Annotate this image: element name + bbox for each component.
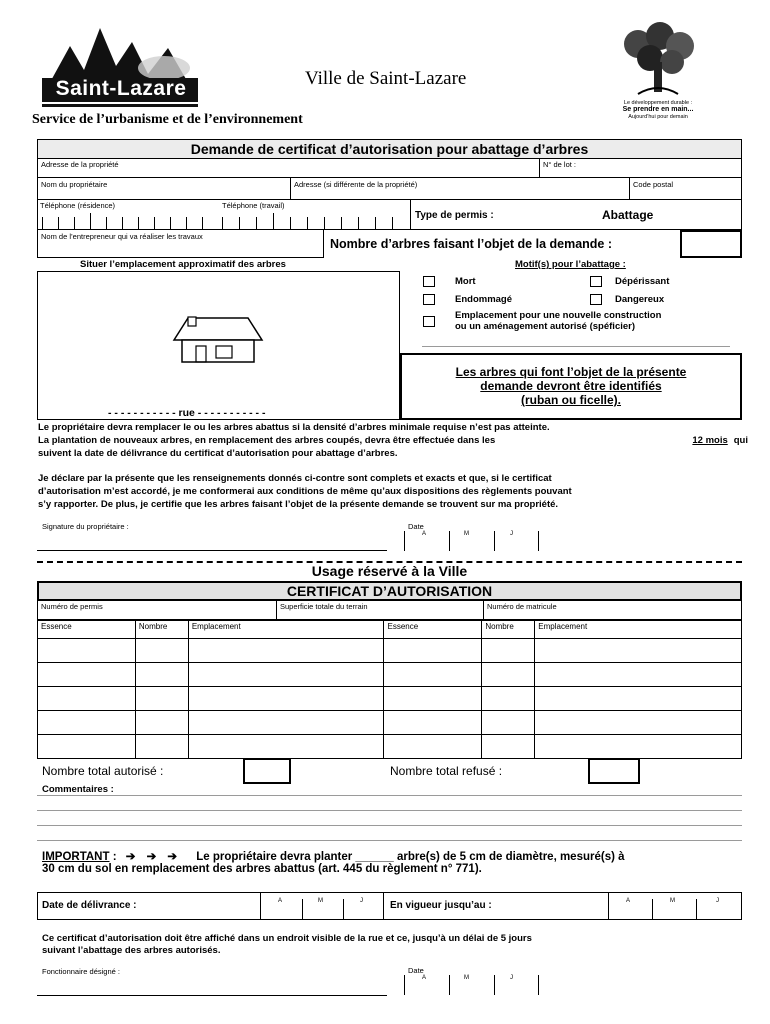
owner-name-label: Nom du propriétaire [41, 180, 108, 189]
permit-number-label: Numéro de permis [41, 602, 103, 611]
col-essence-right: Essence [384, 621, 482, 639]
property-address-label: Adresse de la propriété [41, 160, 119, 169]
locate-label: Situer l’emplacement approximatif des arbres [80, 259, 286, 270]
replacement-rule-line2 [38, 435, 748, 446]
checkbox-dead[interactable] [423, 276, 435, 287]
issue-date-label: Date de délivrance : [42, 900, 137, 911]
col-essence-left: Essence [38, 621, 136, 639]
table-row[interactable] [38, 735, 742, 759]
officer-date-j: J [510, 975, 513, 981]
reserved-label: Usage réservé à la Ville [311, 563, 468, 579]
checkbox-declining[interactable] [590, 276, 602, 287]
motif-construction-line2: ou un aménagement autorisé (spéficier) [455, 321, 636, 332]
owner-date-field[interactable] [404, 531, 539, 551]
phone-home-label: Téléphone (résidence) [40, 201, 116, 210]
important-text-line2: 30 cm du sol en remplacement des arbres abattus (art. 445 du règlement n° 771). [42, 863, 482, 875]
replacement-rule-line3: suivent la date de délivrance du certificat d’autorisation pour abattage d’arbres. [38, 448, 398, 459]
sustainability-logo [608, 22, 708, 122]
posting-rule-line1: Ce certificat d’autorisation doit être affiché dans un endroit visible de la rue et ce, jusqu’à un délai de 5 jours [42, 933, 532, 944]
phone-work-label: Téléphone (travail) [222, 201, 285, 210]
comment-line[interactable] [37, 825, 742, 826]
owner-date-m: M [464, 531, 469, 537]
effective-date-m: M [670, 898, 675, 904]
motif-damaged-label: Endommagé [455, 294, 513, 305]
issue-date-field[interactable] [260, 893, 384, 919]
postal-code-field[interactable] [629, 177, 742, 200]
phone-work-field[interactable] [222, 213, 402, 229]
comment-line[interactable] [37, 795, 742, 796]
tree-species-table [37, 620, 742, 759]
total-authorized-input[interactable] [243, 758, 291, 784]
comment-line[interactable] [37, 840, 742, 841]
permit-type-label: Type de permis : [415, 210, 494, 221]
alt-address-label: Adresse (si différente de la propriété) [294, 180, 418, 189]
land-area-field[interactable] [276, 600, 484, 620]
col-nombre-right: Nombre [482, 621, 535, 639]
comment-line[interactable] [37, 810, 742, 811]
replacement-rule-line2-c: qui [733, 435, 748, 446]
logo-text: Saint-Lazare [55, 77, 187, 100]
checkbox-dangerous[interactable] [590, 294, 602, 305]
arrow-icons: ➔ ➔ ➔ [125, 851, 182, 863]
signature-label: Signature du propriétaire : [42, 522, 129, 531]
city-logo [40, 24, 200, 109]
effective-date-field[interactable] [608, 893, 742, 919]
issue-date-a: A [278, 898, 283, 904]
lot-number-label: N° de lot : [543, 160, 577, 169]
effective-date-a: A [626, 898, 631, 904]
motif-dead-label: Mort [455, 276, 476, 287]
owner-date-a: A [422, 531, 427, 537]
form-title-box [37, 139, 742, 159]
alt-address-field[interactable] [290, 177, 630, 200]
posting-rule-line2: suivant l’abattage des arbres autorisés. [42, 945, 221, 956]
table-row[interactable] [38, 687, 742, 711]
motif-construction-line1: Emplacement pour une nouvelle construction [455, 310, 662, 321]
replacement-rule-line1: Le propriétaire devra remplacer le ou les arbres abattus si la densité d’arbres minimale requise n’est pas atteinte. [38, 422, 550, 433]
owner-date-label: Date [408, 522, 424, 531]
owner-name-field[interactable] [37, 177, 291, 200]
total-refused-label: Nombre total refusé : [390, 764, 503, 778]
tree-count-input[interactable] [680, 230, 742, 258]
permit-number-field[interactable] [37, 600, 277, 620]
motif-declining-label: Dépérissant [615, 276, 670, 287]
table-row[interactable] [38, 711, 742, 735]
replacement-rule-line2-a: La plantation de nouveaux arbres, en remplacement des arbres coupés, devra être effectuée dans les [38, 435, 496, 446]
motif-dangerous-label: Dangereux [615, 294, 665, 305]
contractor-field[interactable] [37, 229, 324, 258]
motif-specify-line[interactable] [422, 346, 730, 347]
officer-date-label: Date [408, 966, 424, 975]
officer-date-m: M [464, 975, 469, 981]
important-colon: : [109, 851, 117, 863]
street-label: - - - - - - - - - - - rue - - - - - - - - - - - [105, 407, 268, 419]
notice-line1: Les arbres qui font l’objet de la présente [455, 365, 687, 379]
phone-home-field[interactable] [42, 213, 210, 229]
officer-date-a: A [422, 975, 427, 981]
important-line1 [42, 849, 625, 863]
property-address-field[interactable] [37, 158, 540, 178]
notice-line2: demande devront être identifiés [480, 379, 662, 393]
checkbox-construction[interactable] [423, 316, 435, 327]
city-name: Ville de Saint-Lazare [305, 68, 467, 89]
motifs-label: Motif(s) pour l’abattage : [515, 259, 626, 270]
issue-date-j: J [360, 898, 363, 904]
col-emplacement-left: Emplacement [188, 621, 384, 639]
lot-number-field[interactable] [539, 158, 742, 178]
total-refused-input[interactable] [588, 758, 640, 784]
col-emplacement-right: Emplacement [535, 621, 742, 639]
roll-number-field[interactable] [483, 600, 742, 620]
notice-line3: (ruban ou ficelle). [520, 393, 621, 407]
permit-type-value: Abattage [602, 208, 654, 222]
declaration-line2: d’autorisation m’est accordé, je me conformerai aux conditions de même qu’aux dispositions des règlements pouvant [38, 486, 572, 497]
checkbox-damaged[interactable] [423, 294, 435, 305]
table-header-row [38, 621, 742, 639]
contractor-label: Nom de l’entrepreneur qui va réaliser les travaux [41, 232, 203, 241]
form-title: Demande de certificat d’autorisation pour abattage d’arbres [190, 141, 589, 157]
roll-number-label: Numéro de matricule [487, 602, 557, 611]
postal-code-label: Code postal [633, 180, 674, 189]
officer-date-field[interactable] [404, 975, 539, 995]
issue-date-m: M [318, 898, 323, 904]
land-area-label: Superficie totale du terrain [280, 602, 368, 611]
officer-signature-line[interactable] [37, 995, 387, 996]
effective-date-j: J [716, 898, 719, 904]
comments-label: Commentaires : [42, 784, 114, 795]
total-authorized-label: Nombre total autorisé : [42, 764, 164, 778]
table-row[interactable] [38, 639, 742, 663]
dd-line2: Se prendre en main... [622, 106, 694, 113]
dd-line1: Le développement durable : [623, 100, 693, 106]
declaration-line1: Je déclare par la présente que les renseignements donnés ci-contre sont complets et exacts et que, si le certificat [38, 473, 552, 484]
important-label: IMPORTANT [42, 851, 110, 863]
signature-line[interactable] [37, 550, 387, 551]
declaration-line3: s’y rapporter. De plus, je certifie que les arbres faisant l’objet de la présente demande se trouvent sur ma propriété. [38, 499, 559, 510]
service-name: Service de l’urbanisme et de l’environnement [32, 112, 303, 127]
officer-label: Fonctionnaire désigné : [42, 967, 120, 976]
important-text-line1: Le propriétaire devra planter ______ arbre(s) de 5 cm de diamètre, mesuré(s) à [196, 851, 625, 863]
dd-line3: Aujourd’hui pour demain [628, 114, 688, 120]
certificate-title-box [37, 581, 742, 601]
effective-date-label: En vigueur jusqu’au : [390, 900, 492, 911]
tree-count-label: Nombre d’arbres faisant l’objet de la demande : [330, 237, 613, 251]
certificate-title: CERTIFICAT D’AUTORISATION [286, 583, 493, 599]
house-icon [172, 314, 264, 364]
replacement-delay: 12 mois [692, 435, 728, 446]
table-row[interactable] [38, 663, 742, 687]
owner-date-j: J [510, 531, 513, 537]
col-nombre-left: Nombre [135, 621, 188, 639]
